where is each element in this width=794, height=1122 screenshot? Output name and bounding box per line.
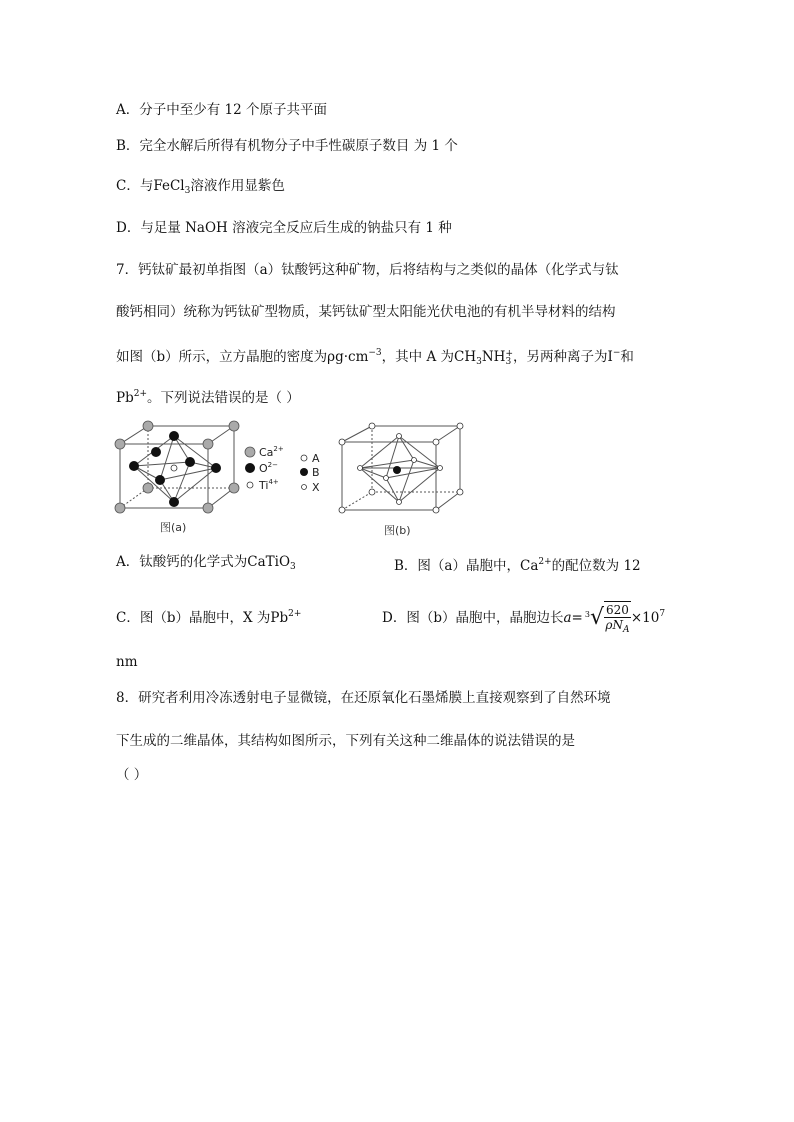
svg-text:O2−: $O^{2-}$ xyxy=(259,461,278,475)
figure-b-b-ion xyxy=(393,466,401,474)
legend-a xyxy=(245,445,284,492)
q6-option-b: B．完全水解后所得有机物分子中手性碳原子数目 为 1 个 xyxy=(116,138,458,154)
q6-option-c: C．与FeCl$_3$溶液作用显紫色 xyxy=(116,178,285,196)
svg-text:Ca2+: $Ca^{2+}$ xyxy=(259,445,284,459)
figure-a-caption: 图(a) xyxy=(160,521,187,534)
svg-text:A: A xyxy=(312,452,320,465)
legend-b xyxy=(300,452,320,494)
q7-stem-line2: 酸钙相同）统称为钙钛矿型物质，某钙钛矿型太阳能光伏电池的有机半导材料的结构 xyxy=(116,304,616,320)
q7-stem-line4: $Pb^{2+}$。下列说法错误的是（ ） xyxy=(116,389,300,406)
q7-option-a: A．钛酸钙的化学式为CaTiO$_3$ xyxy=(116,554,296,572)
q8-stem-line2: 下生成的二维晶体，其结构如图所示，下列有关这种二维晶体的说法错误的是 xyxy=(116,733,575,749)
figure-a-ti-ion xyxy=(171,465,177,471)
svg-text:Ti4+: $Ti^{4+}$ xyxy=(259,478,279,492)
q8-stem-line1: 8．研究者利用冷冻透射电子显微镜，在还原氧化石墨烯膜上直接观察到了自然环境 xyxy=(116,690,611,706)
svg-text:B: B xyxy=(312,466,320,479)
figure-b-caption: 图(b) xyxy=(384,524,411,537)
q7-stem-line3: 如图（b）所示，立方晶胞的密度为$\rho g\cdot cm^{-3}$，其中 A 为$CH_3NH$ + 3 ，另两种离子为I−和 xyxy=(116,348,634,367)
q6-option-a: A．分子中至少有 12 个原子共平面 xyxy=(116,102,328,118)
q7-option-d: D．图（b）晶胞中，晶胞边长a= $^3$√ $\frac{620}{\rho N_A}$ $\times 10^7$ xyxy=(382,602,666,635)
q7-unit: nm xyxy=(116,654,138,670)
q6-option-d: D．与足量 NaOH 溶液完全反应后生成的钠盐只有 1 种 xyxy=(116,220,452,236)
q7-option-c: C．图（b）晶胞中，X 为$Pb^{2+}$ xyxy=(116,609,302,626)
q7-figure xyxy=(110,416,470,542)
q7-option-b: B．图（a）晶胞中，$Ca^{2+}$的配位数为 12 xyxy=(394,557,641,574)
q8-stem-line3: （ ） xyxy=(116,767,148,783)
q7-stem-line1: 7．钙钛矿最初单指图（a）钛酸钙这种矿物，后将结构与之类似的晶体（化学式与钛 xyxy=(116,262,619,278)
svg-text:X: X xyxy=(312,481,320,494)
